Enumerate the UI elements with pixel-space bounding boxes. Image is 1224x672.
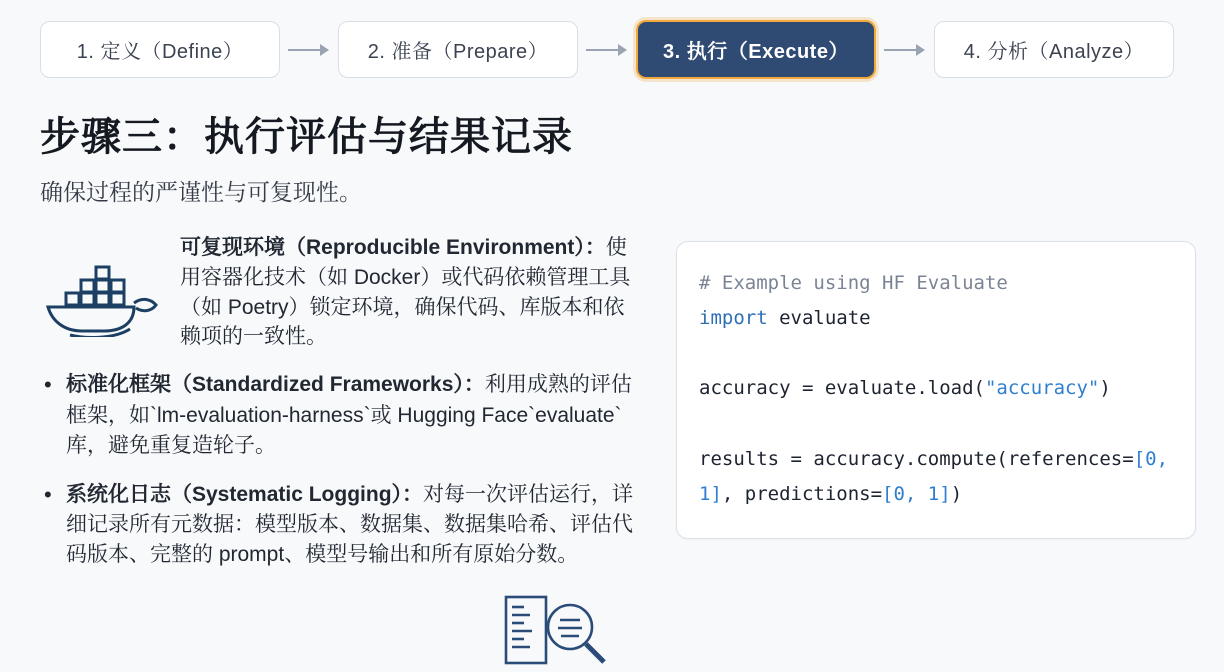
code-comment-line: # Example using HF Evaluate bbox=[699, 272, 1008, 294]
content-columns bbox=[40, 233, 1192, 589]
reproducible-environment-body: 使用容器化技术（如 Docker）或代码依赖管理工具（如 Poetry）锁定环境，确保代码、库版本和依赖项的一致性。 bbox=[180, 236, 631, 349]
step-define[interactable]: 1. 定义（Define） bbox=[40, 21, 280, 78]
left-column bbox=[40, 233, 640, 589]
code-accuracy-string: "accuracy" bbox=[984, 377, 1100, 400]
code-sample-card bbox=[676, 241, 1196, 539]
arrow-icon-2 bbox=[578, 43, 636, 57]
step-analyze[interactable]: 4. 分析（Analyze） bbox=[934, 21, 1174, 78]
step-prepare[interactable]: 2. 准备（Prepare） bbox=[338, 21, 578, 78]
bullet-text-logging: 对每一次评估运行，详细记录所有元数据：模型版本、数据集、数据集哈希、评估代码版本、完整的 prompt、模型号输出和所有原始分数。 bbox=[66, 482, 634, 567]
code-results-middle: , predictions= bbox=[721, 482, 883, 505]
code-results-array-2: [0, 1] bbox=[882, 482, 951, 505]
code-results-suffix: ) bbox=[950, 482, 963, 505]
arrow-icon-1 bbox=[280, 43, 338, 57]
bullet-term-logging: 系统化日志（Systematic Logging）： bbox=[66, 482, 424, 506]
reproducible-environment-block bbox=[40, 233, 640, 352]
list-item bbox=[40, 480, 640, 571]
bullet-list bbox=[40, 370, 640, 571]
document-magnifier-icon bbox=[500, 593, 618, 667]
reproducible-environment-text bbox=[180, 233, 640, 352]
bullet-term-standardized: 标准化框架（Standardized Frameworks）： bbox=[66, 373, 485, 397]
code-accuracy-prefix: accuracy = evaluate.load( bbox=[699, 377, 985, 400]
docker-whale-icon bbox=[40, 233, 164, 342]
page-subtitle: 确保过程的严谨性与可复现性。 bbox=[40, 179, 362, 205]
reproducible-environment-term: 可复现环境（Reproducible Environment）： bbox=[180, 236, 606, 259]
right-column bbox=[676, 233, 1196, 589]
bullet-text-standardized: 利用成熟的评估框架，如`lm-evaluation-harness`或 Hugging Face`evaluate`库，避免重复造轮子。 bbox=[66, 373, 632, 458]
code-import-module: evaluate bbox=[767, 307, 871, 330]
arrow-icon-3 bbox=[876, 43, 934, 57]
step-execute[interactable]: 3. 执行（Execute） bbox=[636, 20, 876, 79]
code-import-keyword: import bbox=[699, 307, 768, 330]
page-title: 步骤三：执行评估与结果记录 bbox=[40, 115, 573, 159]
code-results-array-1: [0, 1] bbox=[699, 447, 1180, 505]
code-results-prefix: results = accuracy.compute(references= bbox=[699, 447, 1134, 470]
progress-stepper bbox=[40, 20, 1192, 79]
code-accuracy-suffix: ) bbox=[1099, 377, 1111, 400]
list-item bbox=[40, 370, 640, 461]
